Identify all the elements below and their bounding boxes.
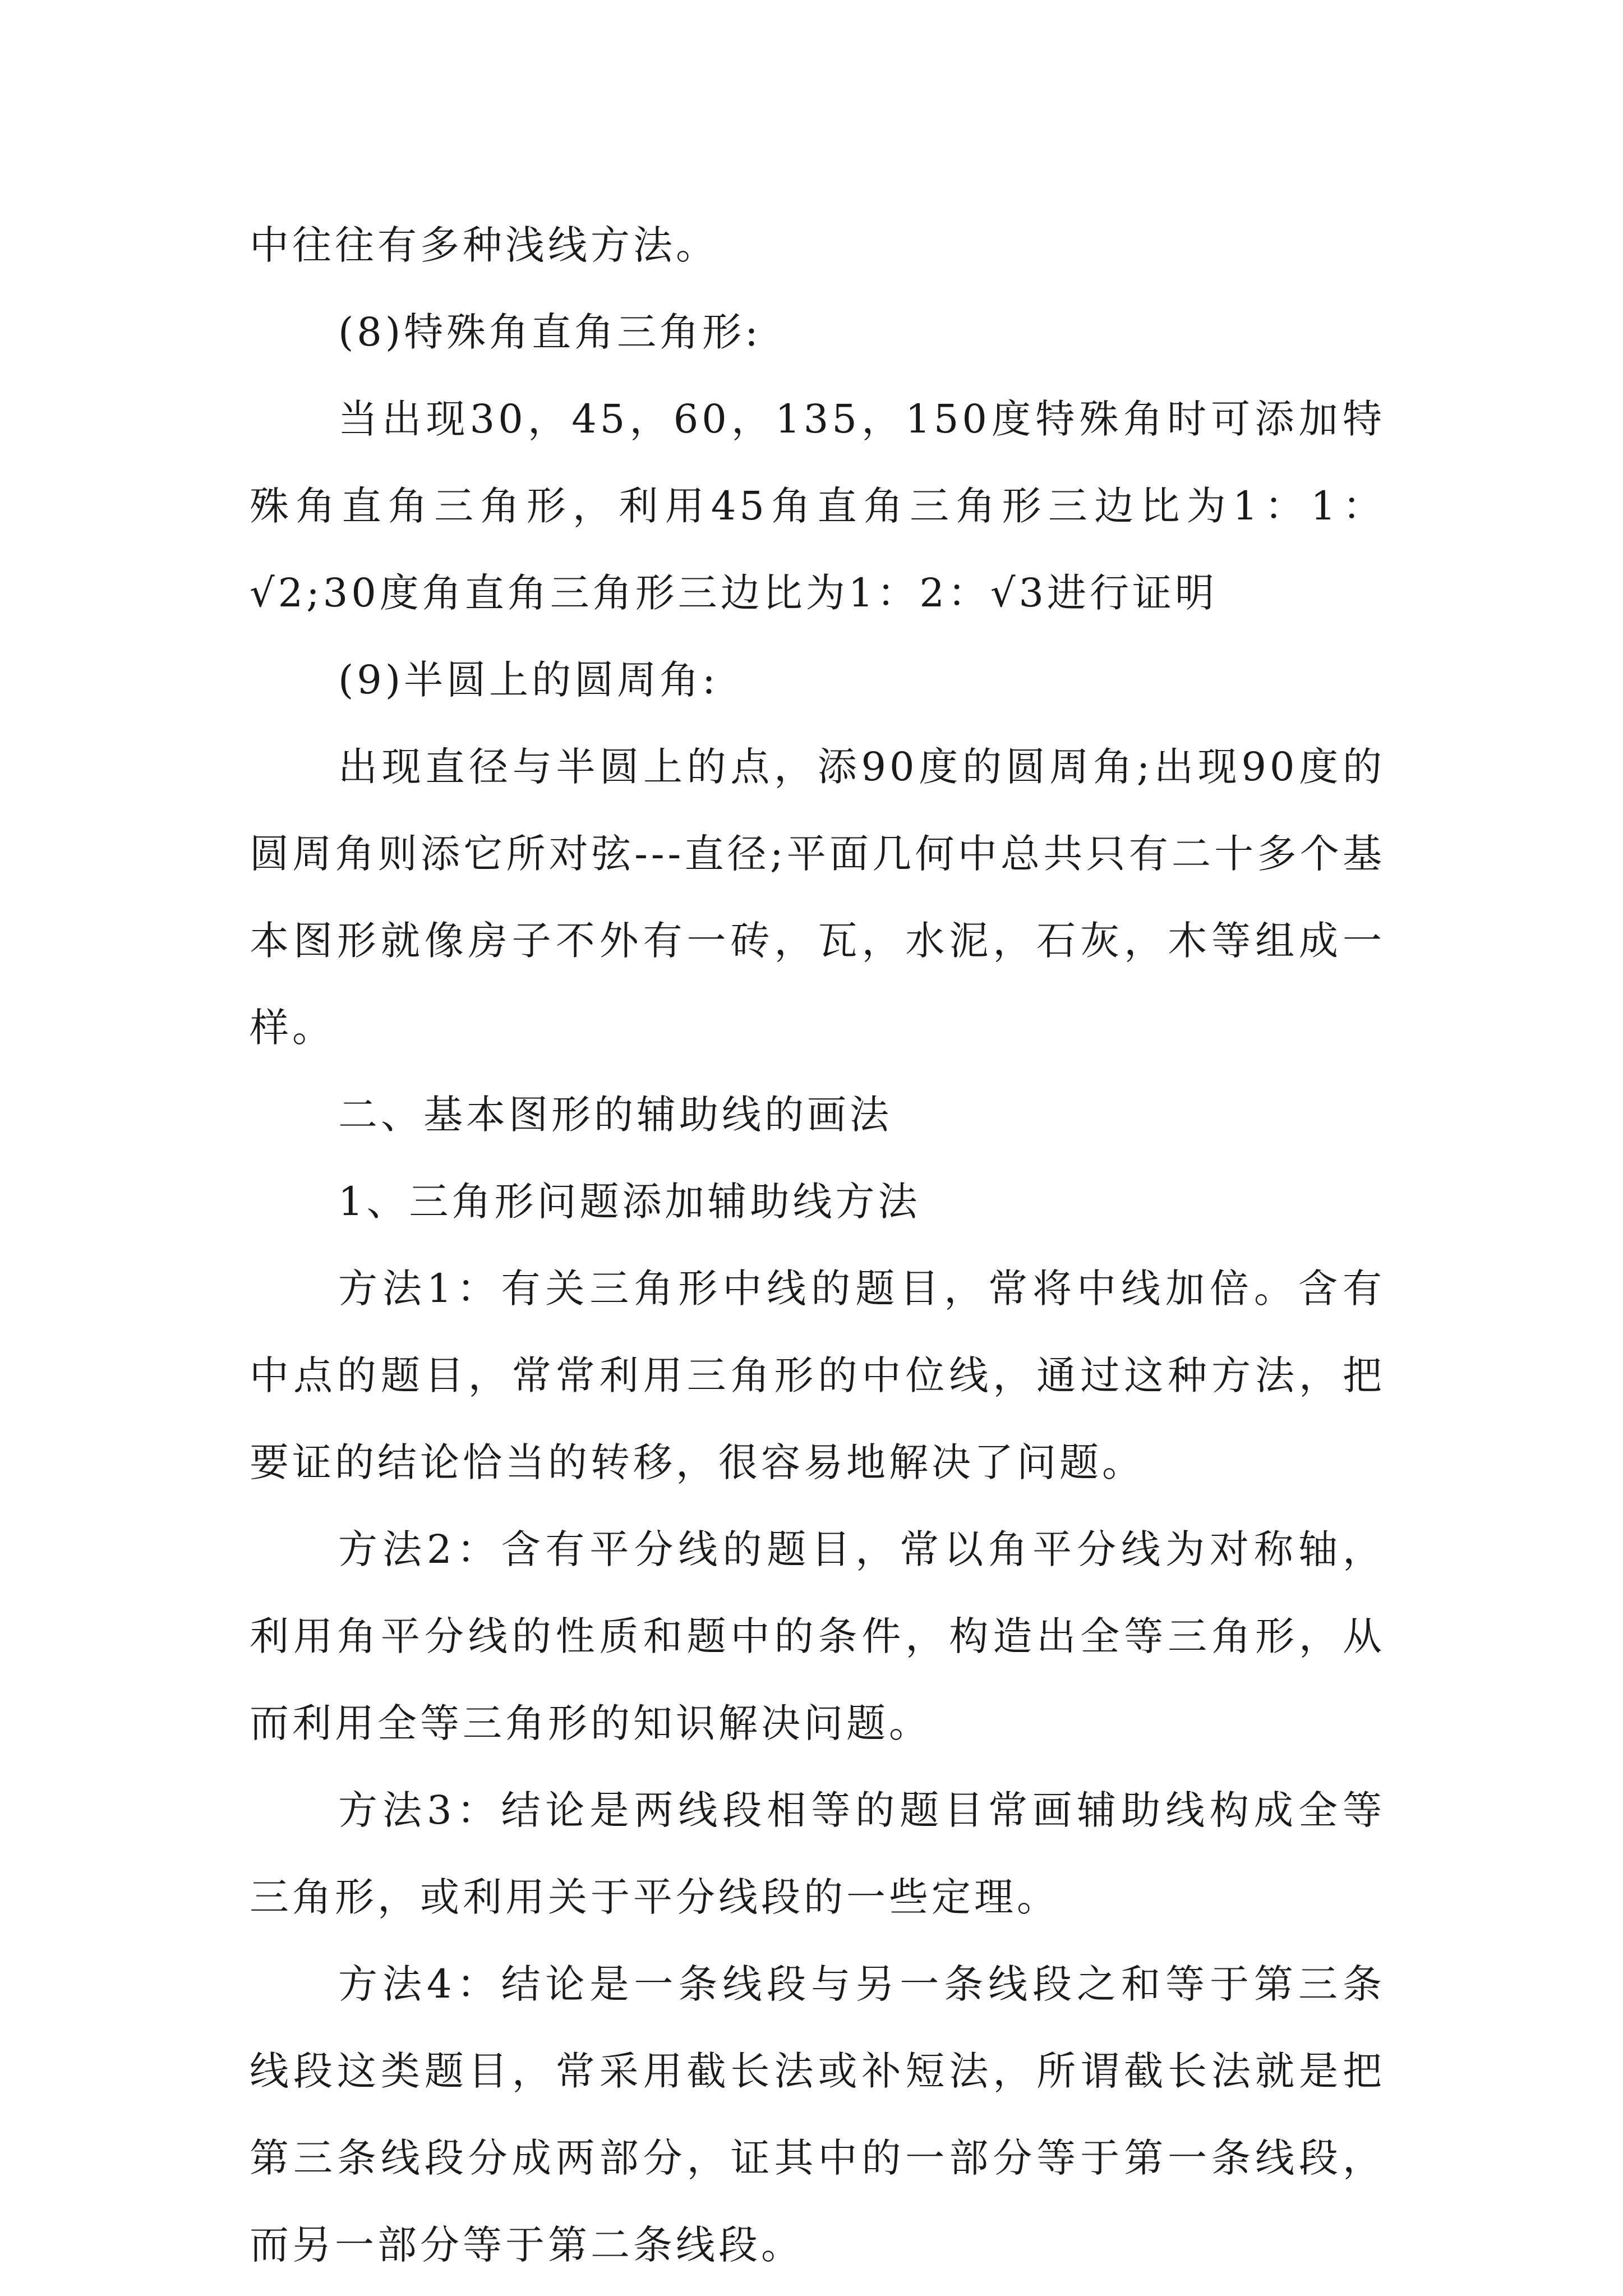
paragraph-special-angles: 当出现30，45，60，135，150度特殊角时可添加特殊角直角三角形，利用45角直角三角形三边比为1：1：√2;30度角直角三角形三边比为1：2：√3进行证明 [250,396,1385,616]
paragraph-method-2: 方法2：含有平分线的题目，常以角平分线为对称轴，利用角平分线的性质和题中的条件，构造出全等三角形，从而利用全等三角形的知识解决问题。 [250,1526,1385,1746]
heading-inscribed-angle: (9)半圆上的圆周角: [338,657,719,703]
document-body [250,202,1385,2289]
paragraph-inscribed-angle: 出现直径与半圆上的点，添90度的圆周角;出现90度的圆周角则添它所对弦---直径;平面几何中总共只有二十多个基本图形就像房子不外有一砖，瓦，水泥，石灰，木等组成一样。 [250,744,1385,1051]
paragraph-method-1: 方法1：有关三角形中线的题目，常将中线加倍。含有中点的题目，常常利用三角形的中位线，通过这种方法，把要证的结论恰当的转移，很容易地解决了问题。 [250,1266,1385,1485]
paragraph-method-3: 方法3：结论是两线段相等的题目常画辅助线构成全等三角形，或利用关于平分线段的一些定理。 [250,1787,1385,1920]
section-heading-auxiliary-lines: 二、基本图形的辅助线的画法 [338,1092,892,1138]
heading-special-right-triangle: (8)特殊角直角三角形: [338,309,762,355]
paragraph-method-4: 方法4：结论是一条线段与另一条线段之和等于第三条线段这类题目，常采用截长法或补短法，所谓截长法就是把第三条线段分成两部分，证其中的一部分等于第一条线段，而另一部分等于第二条线段。 [250,1961,1385,2268]
paragraph-continuation: 中往往有多种浅线方法。 [250,222,718,268]
subsection-heading-triangle: 1、三角形问题添加辅助线方法 [338,1179,921,1225]
